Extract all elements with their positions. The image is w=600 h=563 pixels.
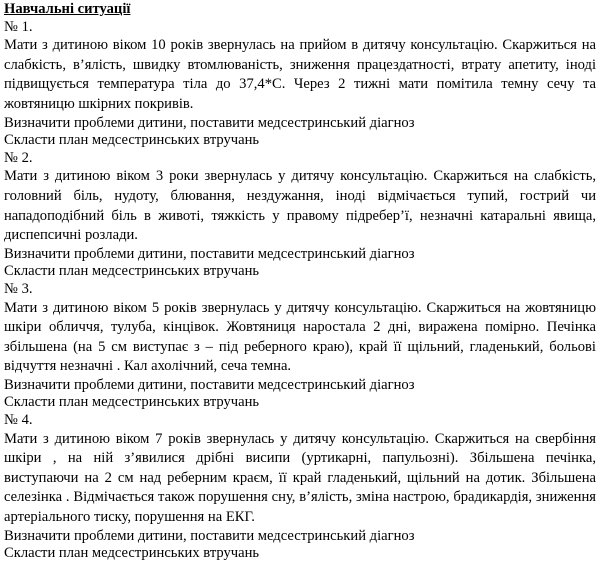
task-diagnosis: Визначити проблеми дитини, поставити медсестринський діагноз	[4, 114, 415, 131]
case-number: № 2.	[4, 149, 33, 166]
case-description: Мати з дитиною віком 10 років звернулась на прийом в дитячу консультацію. Скаржиться на слабкість, в’ялість, швидку втомлюваність, зниження працездатності, втрату апетиту, іноді підвищується температура тіла до 37,4*С. Через 2 тижні мати помітила темну сечу та жовтяницю шкірних покривів.	[4, 37, 596, 112]
case-3	[4, 281, 596, 412]
task-diagnosis: Визначити проблеми дитини, поставити медсестринський діагноз	[4, 245, 415, 262]
case-number: № 4.	[4, 412, 33, 429]
task-care-plan: Скласти план медсестринських втручань	[4, 545, 260, 562]
document-title: Навчальні ситуації	[4, 1, 131, 17]
task-care-plan: Скласти план медсестринських втручань	[4, 394, 260, 411]
case-4	[4, 412, 596, 563]
case-2	[4, 150, 596, 281]
document	[4, 1, 596, 563]
case-description: Мати з дитиною віком 5 років звернулась у дитячу консультацію. Скаржиться на жовтяницю шкіри обличчя, тулуба, кінцівок. Жовтяниця наростала 2 дні, виражена помірно. Печінка збільшена (на 5 см виступає з – під реберного краю), край її щільний, гладенький, больові відчуття незначні . Кал ахолічний, сеча темна.	[4, 299, 596, 375]
case-1	[4, 19, 596, 150]
task-diagnosis: Визначити проблеми дитини, поставити медсестринський діагноз	[4, 527, 415, 544]
case-number: № 1.	[4, 18, 33, 35]
task-care-plan: Скласти план медсестринських втручань	[4, 132, 260, 149]
task-care-plan: Скласти план медсестринських втручань	[4, 263, 260, 280]
case-number: № 3.	[4, 280, 33, 297]
case-description: Мати з дитиною віком 3 роки звернулась у дитячу консультацію. Скаржиться на слабкість, головний біль, нудоту, блювання, нездужання, іноді відмічається тупий, гострий чи нападоподібний біль в животі, тяжкість у правому підребер’ї, незначні катаральні явища, диспепсичні розлади.	[4, 168, 596, 244]
case-description: Мати з дитиною віком 7 років звернулась у дитячу консультацію. Скаржиться на свербіння шкіри , на ній з’явилися дрібні висипи (уртикарні, папульозні). Збільшена печінка, виступаючи на 2 см над реберним краєм, її край гладенький, щільний на дотик. Збільшена селезінка . Відмічається також порушення сну, в’ялість, зміна настрою, брадикардія, зниження артеріального тиску, порушення на ЕКГ.	[4, 430, 596, 526]
task-diagnosis: Визначити проблеми дитини, поставити медсестринський діагноз	[4, 376, 415, 393]
